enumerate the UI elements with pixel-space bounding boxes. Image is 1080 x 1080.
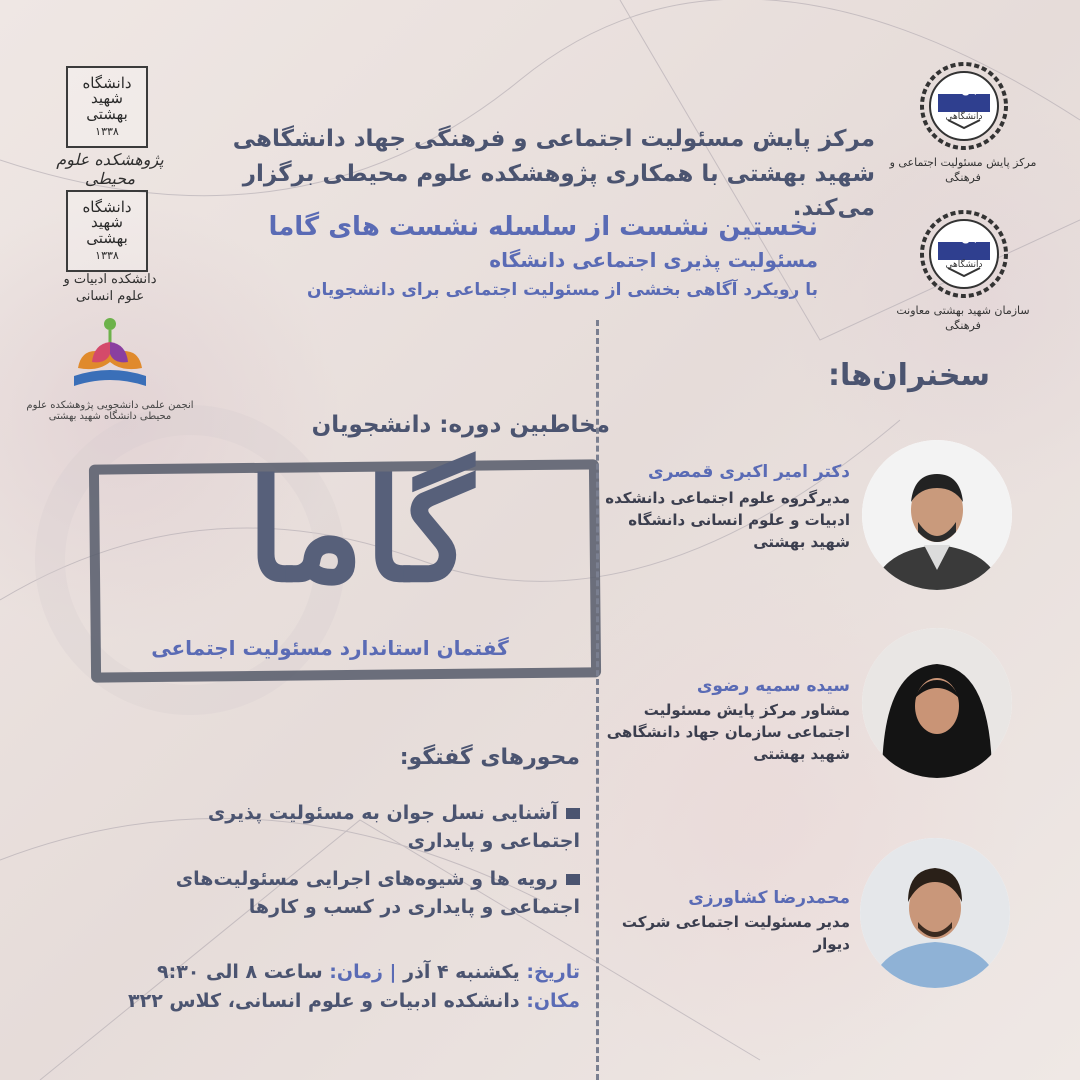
speaker-1-name: دکتر امیر اکبری قمصری xyxy=(648,462,850,482)
bullet-icon xyxy=(566,874,580,885)
monitoring-center-caption: مرکز پایش مسئولیت اجتماعی و فرهنگی xyxy=(889,156,1037,184)
topics-title: محورهای گفتگو: xyxy=(399,745,580,770)
speaker-2-photo xyxy=(862,628,1012,778)
gama-tagline: گفتمان استاندارد مسئولیت اجتماعی xyxy=(151,636,509,660)
university-logo xyxy=(66,66,148,148)
series-subtitle-2: با رویکرد آگاهی بخشی از مسئولیت اجتماعی برای دانشجویان xyxy=(306,280,818,300)
event-info xyxy=(120,958,580,1015)
speaker-2-role: مشاور مرکز پایش مسئولیت اجتماعی سازمان جهاد دانشگاهی شهید بهشتی xyxy=(606,701,850,763)
time-value: ساعت ۸ الی ۹:۳۰ xyxy=(157,961,323,983)
date-value: یکشنبه ۴ آذر xyxy=(403,961,520,983)
event-date-time: تاریخ: یکشنبه ۴ آذر | زمان: ساعت ۸ الی ۹:۳۰ xyxy=(157,961,580,983)
topic-item xyxy=(160,866,580,921)
speaker-3-role: مدیر مسئولیت اجتماعی شرکت دیوار xyxy=(621,913,850,953)
date-label: تاریخ: xyxy=(526,961,580,983)
bullet-icon xyxy=(566,808,580,819)
time-label: زمان: xyxy=(329,961,383,983)
faculty-caption: دانشکده ادبیات و علوم انسانی xyxy=(63,272,157,304)
jahad-emblem-title: جهاد xyxy=(946,78,982,96)
jahad-emblem-2-icon xyxy=(920,210,1008,298)
audience-text: مخاطبین دوره: دانشجویان xyxy=(311,412,610,438)
faculty-university-logo-year: ۱۳۳۸ xyxy=(95,248,119,262)
series-title: نخستین نشست از سلسله نشست های گاما xyxy=(268,212,818,242)
jahad-emblem-icon xyxy=(920,62,1008,150)
gama-logo-word: گاما xyxy=(246,450,474,614)
faculty-university-logo xyxy=(66,190,148,272)
association-logo-icon xyxy=(68,314,152,394)
research-institute-caption: پژوهشکده علوم محیطی xyxy=(56,150,164,188)
speaker-2-name: سیده سمیه رضوی xyxy=(696,676,850,696)
speaker-1-photo xyxy=(862,440,1012,590)
faculty-university-logo-text: دانشگاه شهید بهشتی xyxy=(82,197,132,247)
association-caption: انجمن علمی دانشجویی پژوهشکده علوم محیطی دانشگاه شهید بهشتی xyxy=(26,400,194,422)
topic-item xyxy=(160,800,580,855)
jahad-emblem-2-subtitle: دانشگاهی xyxy=(945,260,983,270)
beheshti-organization-caption: سازمان شهید بهشتی معاونت فرهنگی xyxy=(896,304,1030,332)
series-subtitle: مسئولیت پذیری اجتماعی دانشگاه xyxy=(489,248,818,272)
speaker-1-role: مدیرگروه علوم اجتماعی دانشکده ادبیات و علوم انسانی دانشگاه شهید بهشتی xyxy=(605,489,850,551)
event-place xyxy=(120,987,580,1016)
university-logo-text: دانشگاه شهید بهشتی xyxy=(82,73,132,123)
topic-item-text: رویه ها و شیوه‌های اجرایی مسئولیت‌های اجتماعی و پایداری در کسب و کارها xyxy=(175,868,580,918)
place-label: مکان: xyxy=(526,989,580,1012)
jahad-emblem-2-title: جهاد xyxy=(946,226,982,244)
intro-text: مرکز پایش مسئولیت اجتماعی و فرهنگی جهاد دانشگاهی شهید بهشتی با همکاری پژوهشکده علوم محیطی برگزار می‌کند. xyxy=(232,126,875,221)
speakers-title: سخنران‌ها: xyxy=(828,358,990,393)
place-value: دانشکده ادبیات و علوم انسانی، کلاس ۳۲۲ xyxy=(128,989,520,1012)
topic-item-text: آشنایی نسل جوان به مسئولیت پذیری اجتماعی و پایداری xyxy=(207,802,580,852)
university-logo-year: ۱۳۳۸ xyxy=(95,124,119,138)
speaker-3-name: محمدرضا کشاورزی xyxy=(688,888,850,908)
speaker-3-photo xyxy=(860,838,1010,988)
jahad-emblem-subtitle: دانشگاهی xyxy=(945,112,983,122)
